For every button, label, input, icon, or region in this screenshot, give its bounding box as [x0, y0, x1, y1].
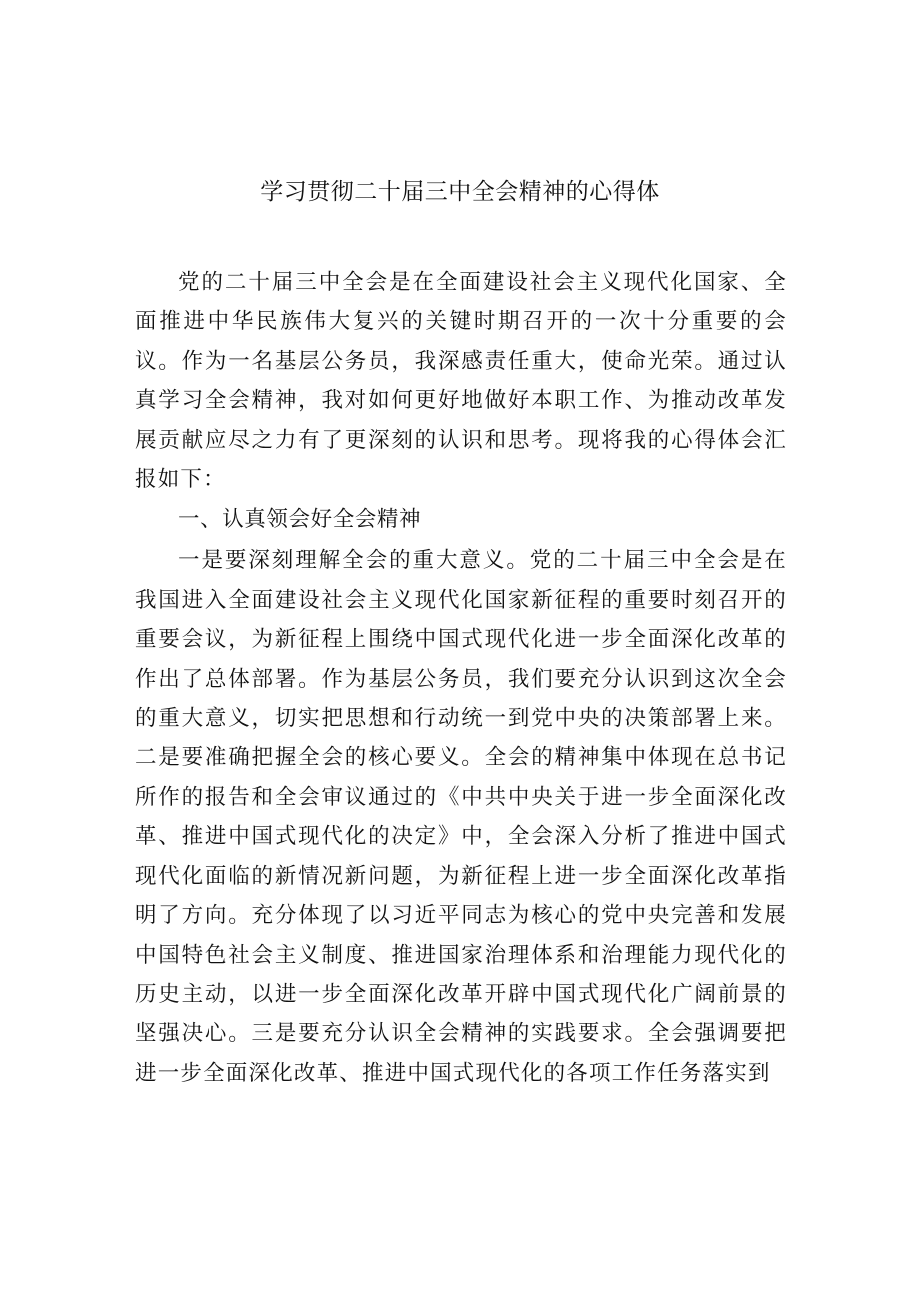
document-body — [135, 263, 787, 1093]
section-1-paragraph: 一是要深刻理解全会的重大意义。党的二十届三中全会是在我国进入全面建设社会主义现代化国家新征程的重要时刻召开的重要会议，为新征程上围绕中国式现代化进一步全面深化改革的作出了总体部署。作为基层公务员，我们要充分认识到这次全会的重大意义，切实把思想和行动统一到党中央的决策部署上来。二是要准确把握全会的核心要义。全会的精神集中体现在总书记所作的报告和全会审议通过的《中共中央关于进一步全面深化改革、推进中国式现代化的决定》中，全会深入分析了推进中国式现代化面临的新情况新问题，为新征程上进一步全面深化改革指明了方向。充分体现了以习近平同志为核心的党中央完善和发展中国特色社会主义制度、推进国家治理体系和治理能力现代化的历史主动，以进一步全面深化改革开辟中国式现代化广阔前景的坚强决心。三是要充分认识全会精神的实践要求。全会强调要把进一步全面深化改革、推进中国式现代化的各项工作任务落实到 — [135, 548, 787, 1086]
document-title: 学习贯彻二十届三中全会精神的心得体 — [260, 179, 660, 205]
intro-paragraph: 党的二十届三中全会是在全面建设社会主义现代化国家、全面推进中华民族伟大复兴的关键时期召开的一次十分重要的会议。作为一名基层公务员，我深感责任重大，使命光荣。通过认真学习全会精神，我对如何更好地做好本职工作、为推动改革发展贡献应尽之力有了更深刻的认识和思考。现将我的心得体会汇报如下： — [135, 270, 787, 493]
section-heading-1: 一、认真领会好全会精神 — [178, 507, 422, 533]
